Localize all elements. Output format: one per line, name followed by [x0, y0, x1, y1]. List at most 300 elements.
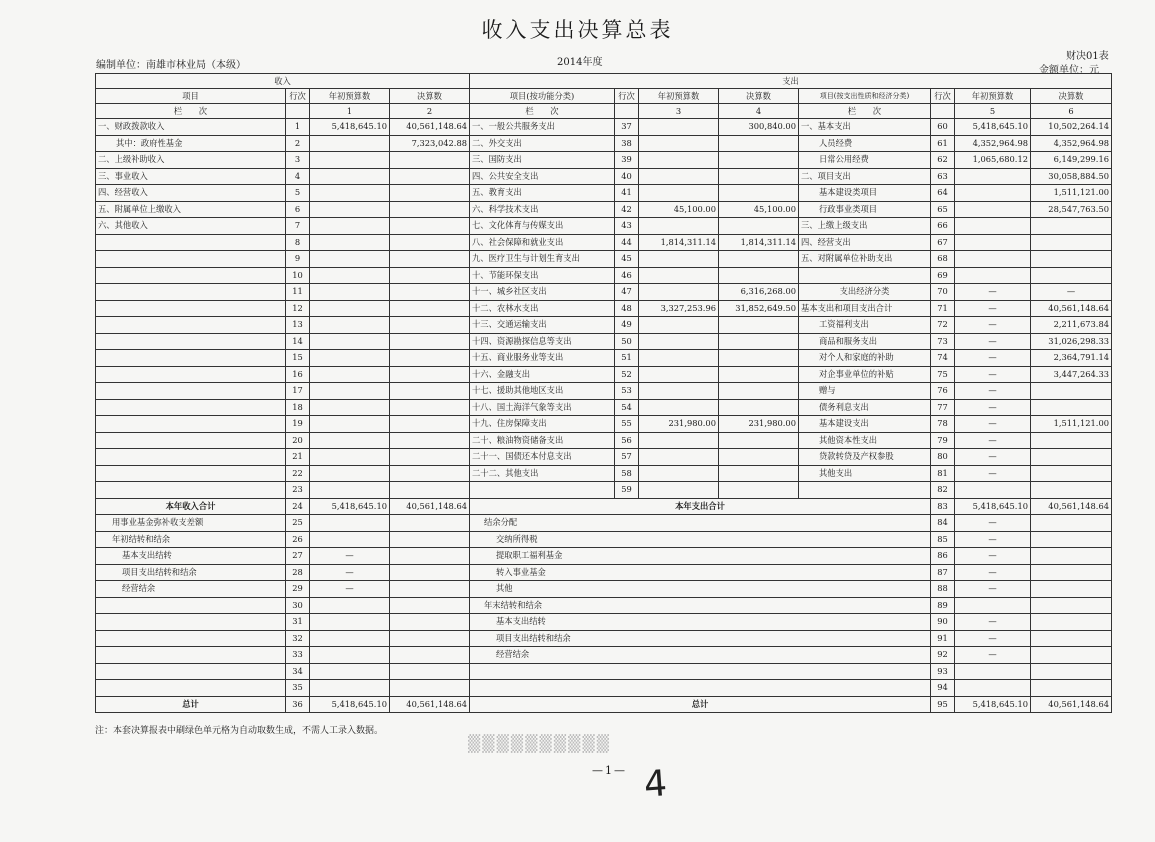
econ-line-no: 77 [931, 399, 955, 416]
income-line-no: 9 [286, 251, 310, 268]
func-final-value [719, 383, 799, 400]
econ-budget-value: — [955, 432, 1031, 449]
econ-budget-value: 4,352,964.98 [955, 135, 1031, 152]
total-income-line-no: 24 [286, 498, 310, 515]
func-final-value [719, 350, 799, 367]
expense-item-label: 提取职工福利基金 [470, 548, 931, 565]
grand-total-row [96, 696, 1112, 713]
table-row [96, 449, 1112, 466]
func-line-no: 42 [615, 201, 639, 218]
col-index-label: 栏 次 [799, 104, 931, 119]
income-item-label: 项目支出结转和结余 [96, 564, 286, 581]
econ-expense-label: 行政事业类项目 [799, 201, 931, 218]
income-budget-value [310, 449, 390, 466]
func-expense-label [470, 482, 615, 499]
func-budget-value: 1,814,311.14 [639, 234, 719, 251]
econ-budget-value: — [955, 416, 1031, 433]
func-expense-label: 十六、金融支出 [470, 366, 615, 383]
table-row [96, 432, 1112, 449]
expense-final-value [1031, 663, 1112, 680]
income-item-label [96, 465, 286, 482]
econ-final-value: 10,502,264.14 [1031, 119, 1112, 136]
func-expense-label: 六、科学技术支出 [470, 201, 615, 218]
expense-line-no: 92 [931, 647, 955, 664]
income-budget-value [310, 663, 390, 680]
income-line-no: 34 [286, 663, 310, 680]
econ-budget-value: — [955, 350, 1031, 367]
econ-final-value [1031, 399, 1112, 416]
econ-expense-label: 对企事业单位的补贴 [799, 366, 931, 383]
expense-final-value [1031, 630, 1112, 647]
income-final-value [390, 333, 470, 350]
func-line-no: 47 [615, 284, 639, 301]
table-row [96, 630, 1112, 647]
econ-budget-value: — [955, 399, 1031, 416]
income-item-label [96, 680, 286, 697]
econ-expense-label [799, 267, 931, 284]
income-budget-value [310, 234, 390, 251]
income-final-value [390, 531, 470, 548]
income-line-no: 13 [286, 317, 310, 334]
income-budget-value [310, 300, 390, 317]
econ-final-value: 30,058,884.50 [1031, 168, 1112, 185]
col-index-5: 5 [955, 104, 1031, 119]
func-line-no: 41 [615, 185, 639, 202]
func-expense-label: 十四、资源勘探信息等支出 [470, 333, 615, 350]
table-row [96, 383, 1112, 400]
func-budget-value [639, 366, 719, 383]
income-final-value [390, 515, 470, 532]
table-row [96, 564, 1112, 581]
econ-final-value [1031, 218, 1112, 235]
table-row [96, 218, 1112, 235]
func-line-no: 49 [615, 317, 639, 334]
econ-final-value [1031, 383, 1112, 400]
income-final-value [390, 218, 470, 235]
econ-budget-value [955, 168, 1031, 185]
expense-item-label: 年末结转和结余 [470, 597, 931, 614]
col-header-item-func: 项目(按功能分类) [470, 89, 615, 104]
income-line-no: 25 [286, 515, 310, 532]
econ-line-no: 81 [931, 465, 955, 482]
income-budget-value [310, 218, 390, 235]
col-header-final: 决算数 [1031, 89, 1112, 104]
income-final-value [390, 663, 470, 680]
econ-expense-label: 基本建设支出 [799, 416, 931, 433]
func-budget-value [639, 284, 719, 301]
expense-item-label: 基本支出结转 [470, 614, 931, 631]
income-item-label [96, 333, 286, 350]
func-line-no: 39 [615, 152, 639, 169]
income-budget-value: 5,418,645.10 [310, 119, 390, 136]
func-expense-label: 三、国防支出 [470, 152, 615, 169]
econ-final-value [1031, 482, 1112, 499]
func-line-no: 37 [615, 119, 639, 136]
func-final-value: 45,100.00 [719, 201, 799, 218]
econ-final-value [1031, 251, 1112, 268]
grand-expense-budget: 5,418,645.10 [955, 696, 1031, 713]
table-row [96, 548, 1112, 565]
total-expense-final: 40,561,148.64 [1031, 498, 1112, 515]
subtotal-row [96, 498, 1112, 515]
func-final-value [719, 333, 799, 350]
econ-expense-label: 商品和服务支出 [799, 333, 931, 350]
expense-budget-value [955, 680, 1031, 697]
col-index-label: 栏 次 [96, 104, 286, 119]
econ-final-value: 6,149,299.16 [1031, 152, 1112, 169]
total-income-final: 40,561,148.64 [390, 498, 470, 515]
econ-expense-label: 四、经营支出 [799, 234, 931, 251]
income-budget-value [310, 630, 390, 647]
grand-income-line-no: 36 [286, 696, 310, 713]
table-row [96, 581, 1112, 598]
income-final-value [390, 317, 470, 334]
expense-budget-value: — [955, 564, 1031, 581]
income-item-label [96, 449, 286, 466]
econ-expense-label: 其他支出 [799, 465, 931, 482]
income-budget-value [310, 152, 390, 169]
func-budget-value [639, 399, 719, 416]
income-final-value [390, 482, 470, 499]
econ-expense-label: 日常公用经费 [799, 152, 931, 169]
econ-expense-label: 支出经济分类 [799, 284, 931, 301]
grand-income-label: 总计 [96, 696, 286, 713]
income-item-label [96, 284, 286, 301]
table-row [96, 515, 1112, 532]
econ-budget-value: — [955, 300, 1031, 317]
income-final-value [390, 680, 470, 697]
func-final-value [719, 465, 799, 482]
econ-line-no: 73 [931, 333, 955, 350]
func-final-value [719, 135, 799, 152]
func-expense-label: 十九、住房保障支出 [470, 416, 615, 433]
table-row [96, 168, 1112, 185]
econ-final-value: 2,364,791.14 [1031, 350, 1112, 367]
income-item-label: 用事业基金弥补收支差额 [96, 515, 286, 532]
econ-line-no: 70 [931, 284, 955, 301]
expense-item-label: 经营结余 [470, 647, 931, 664]
income-budget-value [310, 350, 390, 367]
income-line-no: 35 [286, 680, 310, 697]
func-final-value [719, 218, 799, 235]
expense-budget-value: — [955, 647, 1031, 664]
func-expense-label: 一、一般公共服务支出 [470, 119, 615, 136]
econ-budget-value [955, 201, 1031, 218]
income-final-value [390, 564, 470, 581]
income-item-label: 年初结转和结余 [96, 531, 286, 548]
econ-budget-value: — [955, 317, 1031, 334]
income-budget-value [310, 284, 390, 301]
income-line-no: 18 [286, 399, 310, 416]
table-row [96, 614, 1112, 631]
func-budget-value [639, 168, 719, 185]
report-title: 收入支出决算总表 [481, 18, 674, 42]
income-line-no: 17 [286, 383, 310, 400]
income-item-label [96, 300, 286, 317]
income-item-label [96, 416, 286, 433]
income-final-value: 7,323,042.88 [390, 135, 470, 152]
col-index-1: 1 [310, 104, 390, 119]
func-line-no: 58 [615, 465, 639, 482]
table-row [96, 152, 1112, 169]
income-budget-value [310, 201, 390, 218]
income-final-value [390, 614, 470, 631]
income-final-value [390, 201, 470, 218]
income-line-no: 4 [286, 168, 310, 185]
func-expense-label: 十一、城乡社区支出 [470, 284, 615, 301]
income-budget-value [310, 399, 390, 416]
total-expense-budget: 5,418,645.10 [955, 498, 1031, 515]
income-final-value [390, 465, 470, 482]
income-final-value [390, 432, 470, 449]
econ-budget-value: — [955, 333, 1031, 350]
income-item-label: 四、经营收入 [96, 185, 286, 202]
expense-final-value [1031, 531, 1112, 548]
income-budget-value [310, 465, 390, 482]
econ-budget-value: — [955, 449, 1031, 466]
expense-item-label: 交纳所得税 [470, 531, 931, 548]
income-item-label: 一、财政拨款收入 [96, 119, 286, 136]
income-final-value [390, 300, 470, 317]
report-year: 2014年度 [557, 57, 603, 68]
col-index-3: 3 [639, 104, 719, 119]
econ-expense-label: 赠与 [799, 383, 931, 400]
func-line-no: 44 [615, 234, 639, 251]
expense-final-value [1031, 614, 1112, 631]
econ-line-no: 79 [931, 432, 955, 449]
col-header-lineno: 行次 [931, 89, 955, 104]
income-final-value [390, 284, 470, 301]
table-row [96, 680, 1112, 697]
col-header-lineno: 行次 [286, 89, 310, 104]
func-final-value [719, 399, 799, 416]
func-line-no: 54 [615, 399, 639, 416]
income-line-no: 5 [286, 185, 310, 202]
func-line-no: 52 [615, 366, 639, 383]
income-budget-value [310, 680, 390, 697]
expense-final-value [1031, 548, 1112, 565]
func-final-value [719, 267, 799, 284]
func-budget-value [639, 317, 719, 334]
form-number: 财决01表 [1066, 51, 1109, 62]
col-header-item: 项目 [96, 89, 286, 104]
expense-item-label [470, 663, 931, 680]
econ-budget-value [955, 218, 1031, 235]
econ-final-value [1031, 432, 1112, 449]
expense-item-label [470, 680, 931, 697]
income-line-no: 31 [286, 614, 310, 631]
expense-budget-value: — [955, 581, 1031, 598]
func-budget-value: 45,100.00 [639, 201, 719, 218]
expense-line-no: 86 [931, 548, 955, 565]
income-item-label [96, 597, 286, 614]
income-line-no: 28 [286, 564, 310, 581]
income-line-no: 6 [286, 201, 310, 218]
func-budget-value [639, 185, 719, 202]
grand-income-final: 40,561,148.64 [390, 696, 470, 713]
expense-budget-value: — [955, 548, 1031, 565]
income-line-no: 8 [286, 234, 310, 251]
func-line-no: 40 [615, 168, 639, 185]
econ-line-no: 62 [931, 152, 955, 169]
income-line-no: 20 [286, 432, 310, 449]
econ-expense-label: 基本建设类项目 [799, 185, 931, 202]
func-final-value [719, 432, 799, 449]
income-item-label [96, 663, 286, 680]
income-budget-value [310, 647, 390, 664]
func-budget-value [639, 135, 719, 152]
econ-final-value [1031, 465, 1112, 482]
income-final-value [390, 366, 470, 383]
table-row [96, 267, 1112, 284]
expense-line-no: 88 [931, 581, 955, 598]
income-item-label: 二、上级补助收入 [96, 152, 286, 169]
income-final-value [390, 168, 470, 185]
footnote: 注：本套决算报表中刷绿色单元格为自动取数生成，不需人工录入数据。 [95, 726, 384, 736]
econ-budget-value [955, 267, 1031, 284]
income-line-no: 30 [286, 597, 310, 614]
col-index-empty [931, 104, 955, 119]
income-final-value [390, 251, 470, 268]
table-row [96, 135, 1112, 152]
income-item-label [96, 432, 286, 449]
grand-expense-final: 40,561,148.64 [1031, 696, 1112, 713]
func-expense-label: 十五、商业服务业等支出 [470, 350, 615, 367]
income-budget-value: — [310, 564, 390, 581]
func-expense-label: 二、外交支出 [470, 135, 615, 152]
col-index-6: 6 [1031, 104, 1112, 119]
income-budget-value [310, 482, 390, 499]
func-expense-label: 八、社会保障和就业支出 [470, 234, 615, 251]
table-row [96, 597, 1112, 614]
col-index-2: 2 [390, 104, 470, 119]
income-line-no: 11 [286, 284, 310, 301]
expense-line-no: 87 [931, 564, 955, 581]
econ-line-no: 80 [931, 449, 955, 466]
income-budget-value [310, 267, 390, 284]
econ-budget-value: — [955, 465, 1031, 482]
func-expense-label: 二十二、其他支出 [470, 465, 615, 482]
income-line-no: 22 [286, 465, 310, 482]
econ-budget-value: 5,418,645.10 [955, 119, 1031, 136]
func-line-no: 55 [615, 416, 639, 433]
income-final-value [390, 350, 470, 367]
income-budget-value [310, 317, 390, 334]
func-budget-value [639, 350, 719, 367]
income-line-no: 33 [286, 647, 310, 664]
func-budget-value [639, 119, 719, 136]
econ-budget-value [955, 185, 1031, 202]
income-line-no: 26 [286, 531, 310, 548]
income-budget-value [310, 251, 390, 268]
income-item-label [96, 399, 286, 416]
func-expense-label: 十二、农林水支出 [470, 300, 615, 317]
econ-line-no: 63 [931, 168, 955, 185]
income-final-value [390, 416, 470, 433]
econ-budget-value [955, 251, 1031, 268]
expense-line-no: 85 [931, 531, 955, 548]
econ-line-no: 65 [931, 201, 955, 218]
econ-expense-label [799, 482, 931, 499]
func-budget-value [639, 251, 719, 268]
income-line-no: 10 [286, 267, 310, 284]
func-budget-value: 231,980.00 [639, 416, 719, 433]
income-budget-value [310, 185, 390, 202]
table-row [96, 663, 1112, 680]
econ-line-no: 69 [931, 267, 955, 284]
func-line-no: 56 [615, 432, 639, 449]
func-expense-label: 二十、粮油物资储备支出 [470, 432, 615, 449]
func-budget-value [639, 383, 719, 400]
func-final-value: 6,316,268.00 [719, 284, 799, 301]
expense-budget-value: — [955, 614, 1031, 631]
econ-line-no: 78 [931, 416, 955, 433]
col-header-item-econ: 项目(按支出性质和经济分类) [799, 89, 931, 104]
income-item-label [96, 630, 286, 647]
func-line-no: 45 [615, 251, 639, 268]
econ-line-no: 61 [931, 135, 955, 152]
econ-budget-value: — [955, 383, 1031, 400]
income-line-no: 14 [286, 333, 310, 350]
income-item-label: 经营结余 [96, 581, 286, 598]
income-final-value [390, 449, 470, 466]
income-budget-value [310, 597, 390, 614]
func-final-value [719, 482, 799, 499]
income-line-no: 27 [286, 548, 310, 565]
total-expense-line-no: 83 [931, 498, 955, 515]
col-header-lineno: 行次 [615, 89, 639, 104]
table-row [96, 350, 1112, 367]
expense-budget-value: — [955, 531, 1031, 548]
func-final-value: 231,980.00 [719, 416, 799, 433]
income-final-value: 40,561,148.64 [390, 119, 470, 136]
income-line-no: 29 [286, 581, 310, 598]
func-final-value: 1,814,311.14 [719, 234, 799, 251]
income-expense-table [95, 73, 1112, 713]
table-row [96, 399, 1112, 416]
econ-expense-label: 二、项目支出 [799, 168, 931, 185]
income-budget-value [310, 168, 390, 185]
table-row [96, 465, 1112, 482]
func-budget-value [639, 482, 719, 499]
func-line-no: 50 [615, 333, 639, 350]
income-budget-value [310, 135, 390, 152]
econ-line-no: 71 [931, 300, 955, 317]
income-item-label [96, 251, 286, 268]
econ-expense-label: 人员经费 [799, 135, 931, 152]
econ-budget-value: — [955, 366, 1031, 383]
expense-item-label: 项目支出结转和结余 [470, 630, 931, 647]
econ-line-no: 67 [931, 234, 955, 251]
money-unit: 金额单位：元 [1039, 65, 1099, 76]
table-row [96, 119, 1112, 136]
income-line-no: 3 [286, 152, 310, 169]
func-budget-value [639, 432, 719, 449]
income-budget-value: — [310, 548, 390, 565]
income-line-no: 2 [286, 135, 310, 152]
income-item-label [96, 614, 286, 631]
income-item-label: 五、附属单位上缴收入 [96, 201, 286, 218]
expense-line-no: 94 [931, 680, 955, 697]
table-row [96, 416, 1112, 433]
func-expense-label: 十七、援助其他地区支出 [470, 383, 615, 400]
func-line-no: 43 [615, 218, 639, 235]
func-final-value: 300,840.00 [719, 119, 799, 136]
expense-item-label: 转入事业基金 [470, 564, 931, 581]
func-final-value [719, 168, 799, 185]
page-number: —1— [592, 764, 627, 777]
func-final-value: 31,852,649.50 [719, 300, 799, 317]
